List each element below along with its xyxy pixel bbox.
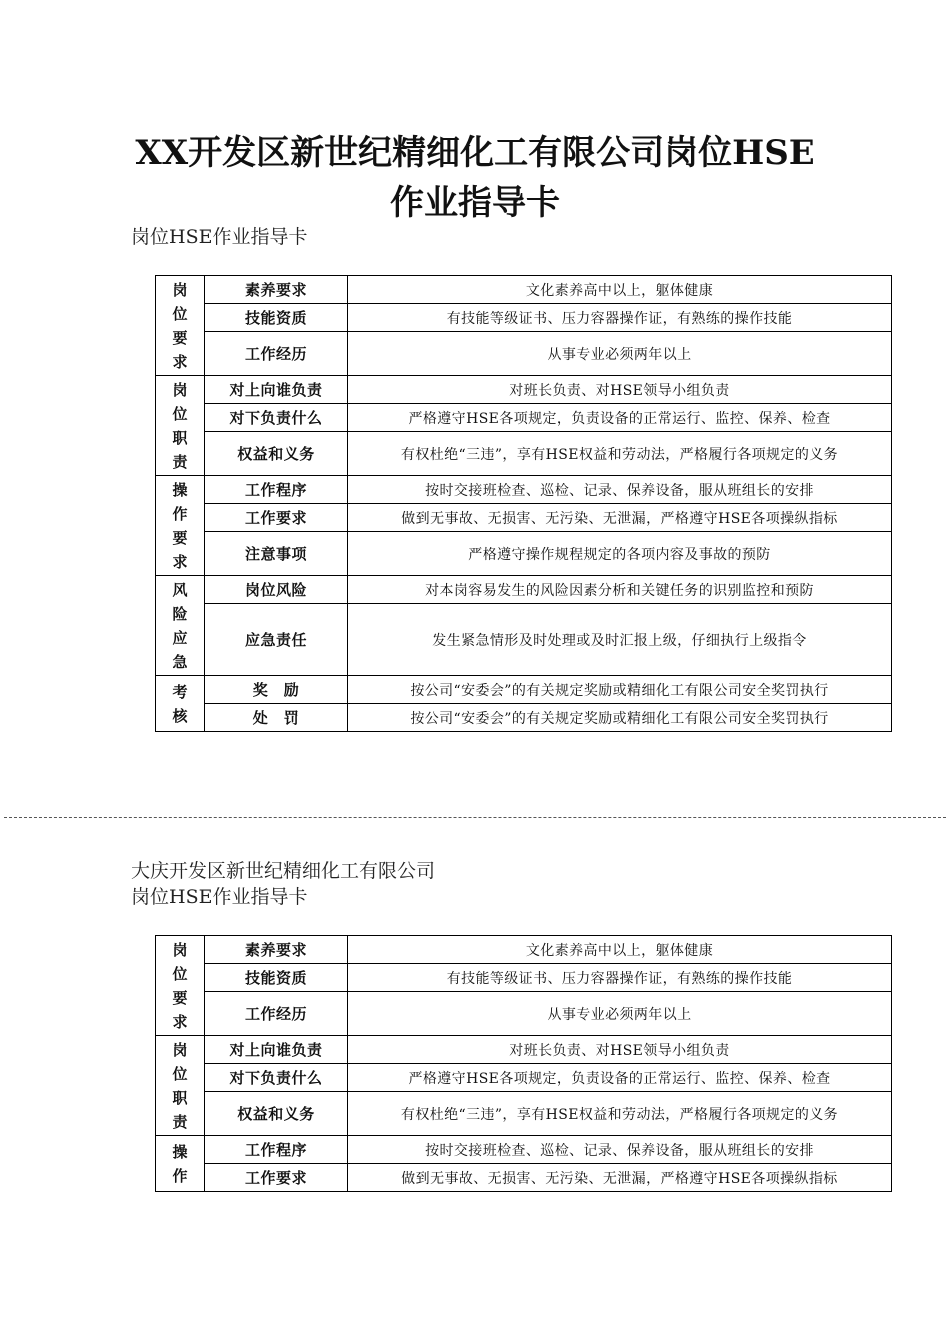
category-char: 位 (172, 964, 188, 983)
category-char: 责 (172, 1112, 188, 1131)
category-char: 要 (172, 528, 188, 547)
category-char: 操 (172, 1142, 188, 1161)
table-row (156, 676, 892, 704)
table-row (156, 1092, 892, 1136)
card-subtitle-second: 岗位HSE作业指导卡 (131, 886, 308, 908)
category-char: 作 (172, 504, 188, 523)
page-separator (4, 817, 946, 818)
hse-card-table-2 (155, 935, 892, 1192)
category-char: 考 (172, 682, 188, 701)
table-row (156, 432, 892, 476)
item-label-cell: 技能资质 (205, 304, 348, 332)
item-description-cell: 严格遵守HSE各项规定，负责设备的正常运行、监控、保养、检查 (348, 404, 892, 432)
item-label-cell: 应急责任 (205, 604, 348, 676)
category-char: 险 (172, 604, 188, 623)
table-row (156, 404, 892, 432)
table-row (156, 992, 892, 1036)
category-cell (156, 376, 205, 476)
category-char: 岗 (172, 280, 188, 299)
item-description-cell: 严格遵守HSE各项规定，负责设备的正常运行、监控、保养、检查 (348, 1064, 892, 1092)
item-description-cell: 按公司“安委会”的有关规定奖励或精细化工有限公司安全奖罚执行 (348, 704, 892, 732)
item-label-cell: 工作经历 (205, 992, 348, 1036)
item-description-cell: 对班长负责、对HSE领导小组负责 (348, 376, 892, 404)
document-title-line-1: XX开发区新世纪精细化工有限公司岗位HSE (135, 133, 815, 173)
table-row (156, 1064, 892, 1092)
item-label-cell: 对上向谁负责 (205, 1036, 348, 1064)
category-char: 岗 (172, 940, 188, 959)
category-cell (156, 676, 205, 732)
item-label-cell: 处 罚 (205, 704, 348, 732)
document-title (0, 128, 950, 228)
company-name-second: 大庆开发区新世纪精细化工有限公司 (131, 860, 436, 882)
category-char: 职 (172, 428, 188, 447)
table-row (156, 964, 892, 992)
category-char: 职 (172, 1088, 188, 1107)
item-description-cell: 从事专业必须两年以上 (348, 992, 892, 1036)
item-label-cell: 工作程序 (205, 1136, 348, 1164)
category-char: 位 (172, 304, 188, 323)
category-char: 操 (172, 480, 188, 499)
item-label-cell: 权益和义务 (205, 432, 348, 476)
category-cell (156, 936, 205, 1036)
card-subtitle-top: 岗位HSE作业指导卡 (131, 226, 308, 248)
item-description-cell: 按时交接班检查、巡检、记录、保养设备，服从班组长的安排 (348, 476, 892, 504)
item-label-cell: 对下负责什么 (205, 1064, 348, 1092)
category-char: 风 (172, 580, 188, 599)
item-label-cell: 素养要求 (205, 276, 348, 304)
category-cell (156, 1136, 205, 1192)
table-row (156, 376, 892, 404)
item-description-cell: 对班长负责、对HSE领导小组负责 (348, 1036, 892, 1064)
item-description-cell: 有技能等级证书、压力容器操作证，有熟练的操作技能 (348, 304, 892, 332)
category-char: 要 (172, 988, 188, 1007)
category-char: 求 (172, 352, 188, 371)
table-row (156, 332, 892, 376)
item-description-cell: 做到无事故、无损害、无污染、无泄漏，严格遵守HSE各项操纵指标 (348, 504, 892, 532)
category-char: 应 (172, 628, 188, 647)
category-char: 核 (172, 706, 188, 725)
item-label-cell: 素养要求 (205, 936, 348, 964)
hse-card-table-1 (155, 275, 892, 732)
item-label-cell: 工作程序 (205, 476, 348, 504)
document-title-line-2: 作业指导卡 (390, 183, 560, 223)
table-row (156, 504, 892, 532)
item-label-cell: 工作要求 (205, 1164, 348, 1192)
item-description-cell: 对本岗容易发生的风险因素分析和关键任务的识别监控和预防 (348, 576, 892, 604)
table-row (156, 276, 892, 304)
category-char: 急 (172, 652, 188, 671)
item-label-cell: 岗位风险 (205, 576, 348, 604)
item-label-cell: 工作要求 (205, 504, 348, 532)
item-description-cell: 有技能等级证书、压力容器操作证，有熟练的操作技能 (348, 964, 892, 992)
item-label-cell: 注意事项 (205, 532, 348, 576)
item-description-cell: 文化素养高中以上，躯体健康 (348, 936, 892, 964)
category-char: 位 (172, 1064, 188, 1083)
category-cell (156, 276, 205, 376)
category-char: 作 (172, 1166, 188, 1185)
category-cell (156, 576, 205, 676)
category-cell (156, 476, 205, 576)
item-description-cell: 文化素养高中以上，躯体健康 (348, 276, 892, 304)
item-description-cell: 做到无事故、无损害、无污染、无泄漏，严格遵守HSE各项操纵指标 (348, 1164, 892, 1192)
category-char: 岗 (172, 1040, 188, 1059)
item-label-cell: 对下负责什么 (205, 404, 348, 432)
category-char: 求 (172, 1012, 188, 1031)
table-row (156, 476, 892, 504)
item-description-cell: 从事专业必须两年以上 (348, 332, 892, 376)
table-row (156, 604, 892, 676)
table-row (156, 704, 892, 732)
item-label-cell: 奖 励 (205, 676, 348, 704)
item-label-cell: 对上向谁负责 (205, 376, 348, 404)
table-row (156, 1164, 892, 1192)
item-description-cell: 严格遵守操作规程规定的各项内容及事故的预防 (348, 532, 892, 576)
table-row (156, 1036, 892, 1064)
table-row (156, 1136, 892, 1164)
table-row (156, 304, 892, 332)
item-description-cell: 有权杜绝“三违”，享有HSE权益和劳动法，严格履行各项规定的义务 (348, 1092, 892, 1136)
category-char: 要 (172, 328, 188, 347)
table-row (156, 532, 892, 576)
category-char: 位 (172, 404, 188, 423)
table-row (156, 936, 892, 964)
item-description-cell: 按时交接班检查、巡检、记录、保养设备，服从班组长的安排 (348, 1136, 892, 1164)
category-char: 岗 (172, 380, 188, 399)
item-description-cell: 发生紧急情形及时处理或及时汇报上级，仔细执行上级指令 (348, 604, 892, 676)
category-cell (156, 1036, 205, 1136)
item-description-cell: 有权杜绝“三违”，享有HSE权益和劳动法，严格履行各项规定的义务 (348, 432, 892, 476)
item-label-cell: 权益和义务 (205, 1092, 348, 1136)
table-row (156, 576, 892, 604)
item-label-cell: 技能资质 (205, 964, 348, 992)
category-char: 求 (172, 552, 188, 571)
item-description-cell: 按公司“安委会”的有关规定奖励或精细化工有限公司安全奖罚执行 (348, 676, 892, 704)
category-char: 责 (172, 452, 188, 471)
item-label-cell: 工作经历 (205, 332, 348, 376)
